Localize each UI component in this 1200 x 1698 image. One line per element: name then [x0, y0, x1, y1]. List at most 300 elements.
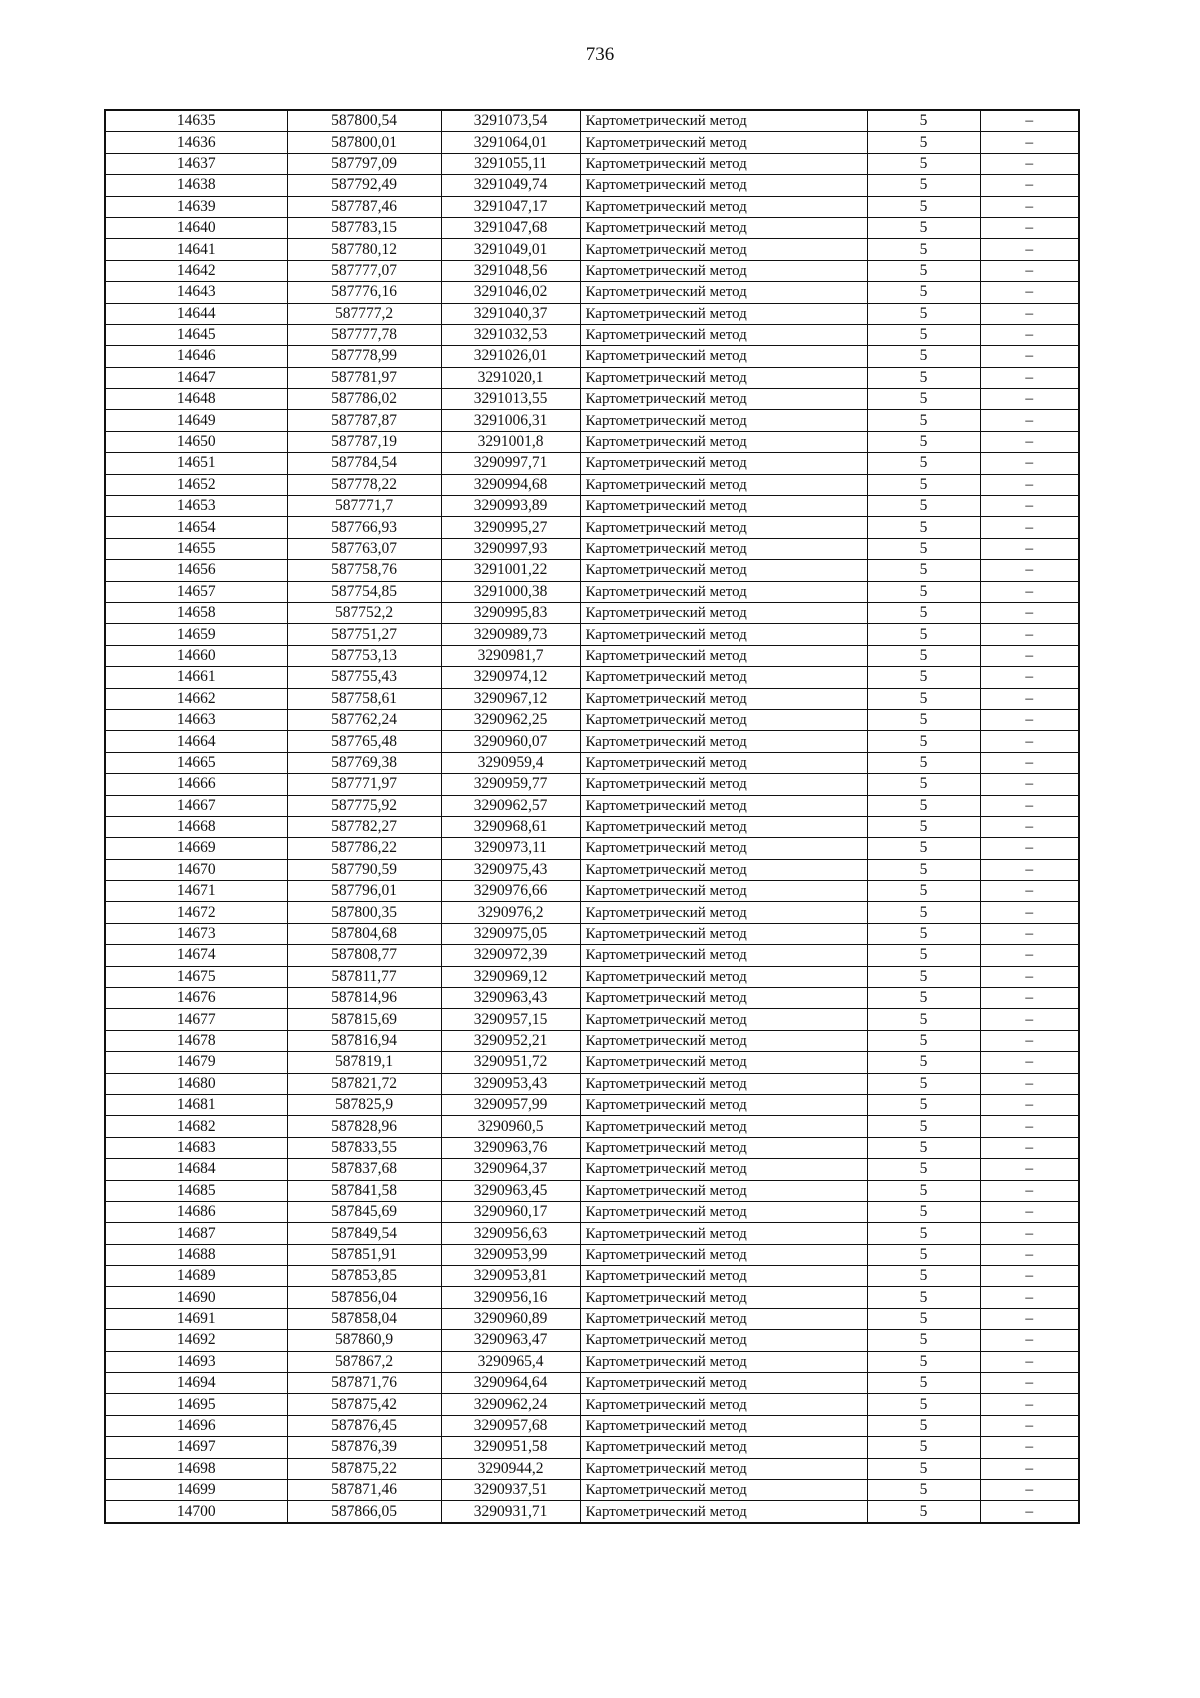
accuracy-cell: 5: [867, 110, 980, 132]
method-cell: Картометрический метод: [580, 774, 867, 795]
x-coordinate-cell: 587783,15: [287, 217, 441, 238]
x-coordinate-cell: 587800,01: [287, 132, 441, 153]
description-cell: –: [980, 367, 1079, 388]
accuracy-cell: 5: [867, 816, 980, 837]
table-row: [105, 560, 1079, 581]
method-cell: Картометрический метод: [580, 1094, 867, 1115]
description-cell: –: [980, 881, 1079, 902]
method-cell: Картометрический метод: [580, 1073, 867, 1094]
x-coordinate-cell: 587777,78: [287, 324, 441, 345]
accuracy-cell: 5: [867, 260, 980, 281]
table-row: [105, 1373, 1079, 1394]
method-cell: Картометрический метод: [580, 346, 867, 367]
x-coordinate-cell: 587781,97: [287, 367, 441, 388]
method-cell: Картометрический метод: [580, 945, 867, 966]
description-cell: –: [980, 474, 1079, 495]
point-number-cell: 14667: [105, 795, 287, 816]
x-coordinate-cell: 587787,46: [287, 196, 441, 217]
point-number-cell: 14644: [105, 303, 287, 324]
table-row: [105, 1137, 1079, 1158]
accuracy-cell: 5: [867, 923, 980, 944]
x-coordinate-cell: 587769,38: [287, 752, 441, 773]
x-coordinate-cell: 587875,22: [287, 1458, 441, 1479]
description-cell: –: [980, 1244, 1079, 1265]
accuracy-cell: 5: [867, 153, 980, 174]
accuracy-cell: 5: [867, 474, 980, 495]
x-coordinate-cell: 587808,77: [287, 945, 441, 966]
x-coordinate-cell: 587782,27: [287, 816, 441, 837]
accuracy-cell: 5: [867, 1223, 980, 1244]
coordinates-table-body: [105, 110, 1079, 1523]
y-coordinate-cell: 3290960,5: [441, 1116, 580, 1137]
x-coordinate-cell: 587754,85: [287, 581, 441, 602]
point-number-cell: 14696: [105, 1415, 287, 1436]
y-coordinate-cell: 3290981,7: [441, 645, 580, 666]
y-coordinate-cell: 3290997,93: [441, 538, 580, 559]
table-row: [105, 1480, 1079, 1501]
description-cell: –: [980, 324, 1079, 345]
point-number-cell: 14662: [105, 688, 287, 709]
description-cell: –: [980, 260, 1079, 281]
x-coordinate-cell: 587776,16: [287, 282, 441, 303]
description-cell: –: [980, 1415, 1079, 1436]
method-cell: Картометрический метод: [580, 1266, 867, 1287]
accuracy-cell: 5: [867, 1159, 980, 1180]
y-coordinate-cell: 3290956,63: [441, 1223, 580, 1244]
table-row: [105, 795, 1079, 816]
description-cell: –: [980, 1052, 1079, 1073]
y-coordinate-cell: 3290963,43: [441, 988, 580, 1009]
point-number-cell: 14666: [105, 774, 287, 795]
table-row: [105, 1180, 1079, 1201]
accuracy-cell: 5: [867, 988, 980, 1009]
accuracy-cell: 5: [867, 175, 980, 196]
method-cell: Картометрический метод: [580, 282, 867, 303]
point-number-cell: 14683: [105, 1137, 287, 1158]
y-coordinate-cell: 3290994,68: [441, 474, 580, 495]
y-coordinate-cell: 3290956,16: [441, 1287, 580, 1308]
accuracy-cell: 5: [867, 945, 980, 966]
y-coordinate-cell: 3291049,74: [441, 175, 580, 196]
y-coordinate-cell: 3290960,07: [441, 731, 580, 752]
point-number-cell: 14658: [105, 602, 287, 623]
description-cell: –: [980, 1116, 1079, 1137]
description-cell: –: [980, 581, 1079, 602]
table-row: [105, 1458, 1079, 1479]
x-coordinate-cell: 587860,9: [287, 1330, 441, 1351]
y-coordinate-cell: 3291000,38: [441, 581, 580, 602]
accuracy-cell: 5: [867, 1394, 980, 1415]
method-cell: Картометрический метод: [580, 410, 867, 431]
y-coordinate-cell: 3290937,51: [441, 1480, 580, 1501]
table-row: [105, 517, 1079, 538]
table-row: [105, 132, 1079, 153]
x-coordinate-cell: 587778,99: [287, 346, 441, 367]
table-row: [105, 1201, 1079, 1222]
method-cell: Картометрический метод: [580, 217, 867, 238]
description-cell: –: [980, 1201, 1079, 1222]
description-cell: –: [980, 110, 1079, 132]
accuracy-cell: 5: [867, 453, 980, 474]
method-cell: Картометрический метод: [580, 1009, 867, 1030]
point-number-cell: 14653: [105, 496, 287, 517]
table-row: [105, 581, 1079, 602]
x-coordinate-cell: 587853,85: [287, 1266, 441, 1287]
accuracy-cell: 5: [867, 1415, 980, 1436]
table-row: [105, 1094, 1079, 1115]
accuracy-cell: 5: [867, 1458, 980, 1479]
description-cell: –: [980, 988, 1079, 1009]
method-cell: Картометрический метод: [580, 1052, 867, 1073]
accuracy-cell: 5: [867, 795, 980, 816]
point-number-cell: 14663: [105, 709, 287, 730]
table-row: [105, 303, 1079, 324]
y-coordinate-cell: 3291073,54: [441, 110, 580, 132]
description-cell: –: [980, 1180, 1079, 1201]
point-number-cell: 14673: [105, 923, 287, 944]
y-coordinate-cell: 3290959,4: [441, 752, 580, 773]
table-row: [105, 1073, 1079, 1094]
y-coordinate-cell: 3290957,15: [441, 1009, 580, 1030]
x-coordinate-cell: 587821,72: [287, 1073, 441, 1094]
point-number-cell: 14655: [105, 538, 287, 559]
table-row: [105, 859, 1079, 880]
description-cell: –: [980, 1351, 1079, 1372]
point-number-cell: 14650: [105, 431, 287, 452]
table-row: [105, 175, 1079, 196]
method-cell: Картометрический метод: [580, 902, 867, 923]
table-row: [105, 1330, 1079, 1351]
method-cell: Картометрический метод: [580, 1394, 867, 1415]
method-cell: Картометрический метод: [580, 752, 867, 773]
description-cell: –: [980, 153, 1079, 174]
method-cell: Картометрический метод: [580, 560, 867, 581]
accuracy-cell: 5: [867, 709, 980, 730]
table-row: [105, 752, 1079, 773]
x-coordinate-cell: 587845,69: [287, 1201, 441, 1222]
table-row: [105, 1266, 1079, 1287]
x-coordinate-cell: 587867,2: [287, 1351, 441, 1372]
y-coordinate-cell: 3290964,64: [441, 1373, 580, 1394]
method-cell: Картометрический метод: [580, 1415, 867, 1436]
table-row: [105, 538, 1079, 559]
table-row: [105, 667, 1079, 688]
accuracy-cell: 5: [867, 410, 980, 431]
description-cell: –: [980, 1373, 1079, 1394]
x-coordinate-cell: 587758,76: [287, 560, 441, 581]
description-cell: –: [980, 923, 1079, 944]
y-coordinate-cell: 3290993,89: [441, 496, 580, 517]
point-number-cell: 14674: [105, 945, 287, 966]
x-coordinate-cell: 587814,96: [287, 988, 441, 1009]
y-coordinate-cell: 3290963,45: [441, 1180, 580, 1201]
point-number-cell: 14659: [105, 624, 287, 645]
table-row: [105, 324, 1079, 345]
description-cell: –: [980, 709, 1079, 730]
y-coordinate-cell: 3290960,17: [441, 1201, 580, 1222]
description-cell: –: [980, 966, 1079, 987]
y-coordinate-cell: 3291040,37: [441, 303, 580, 324]
x-coordinate-cell: 587790,59: [287, 859, 441, 880]
description-cell: –: [980, 731, 1079, 752]
x-coordinate-cell: 587758,61: [287, 688, 441, 709]
description-cell: –: [980, 1030, 1079, 1051]
method-cell: Картометрический метод: [580, 431, 867, 452]
y-coordinate-cell: 3290969,12: [441, 966, 580, 987]
accuracy-cell: 5: [867, 1116, 980, 1137]
point-number-cell: 14699: [105, 1480, 287, 1501]
table-row: [105, 881, 1079, 902]
x-coordinate-cell: 587851,91: [287, 1244, 441, 1265]
y-coordinate-cell: 3290989,73: [441, 624, 580, 645]
point-number-cell: 14694: [105, 1373, 287, 1394]
y-coordinate-cell: 3291049,01: [441, 239, 580, 260]
table-row: [105, 1052, 1079, 1073]
table-row: [105, 774, 1079, 795]
description-cell: –: [980, 1266, 1079, 1287]
y-coordinate-cell: 3290975,43: [441, 859, 580, 880]
table-row: [105, 645, 1079, 666]
x-coordinate-cell: 587828,96: [287, 1116, 441, 1137]
accuracy-cell: 5: [867, 1351, 980, 1372]
table-row: [105, 389, 1079, 410]
point-number-cell: 14652: [105, 474, 287, 495]
point-number-cell: 14695: [105, 1394, 287, 1415]
y-coordinate-cell: 3290953,99: [441, 1244, 580, 1265]
y-coordinate-cell: 3290931,71: [441, 1501, 580, 1523]
accuracy-cell: 5: [867, 132, 980, 153]
x-coordinate-cell: 587811,77: [287, 966, 441, 987]
x-coordinate-cell: 587752,2: [287, 602, 441, 623]
x-coordinate-cell: 587792,49: [287, 175, 441, 196]
point-number-cell: 14690: [105, 1287, 287, 1308]
point-number-cell: 14698: [105, 1458, 287, 1479]
accuracy-cell: 5: [867, 1180, 980, 1201]
y-coordinate-cell: 3290967,12: [441, 688, 580, 709]
method-cell: Картометрический метод: [580, 1180, 867, 1201]
accuracy-cell: 5: [867, 538, 980, 559]
point-number-cell: 14654: [105, 517, 287, 538]
description-cell: –: [980, 624, 1079, 645]
table-row: [105, 496, 1079, 517]
x-coordinate-cell: 587875,42: [287, 1394, 441, 1415]
y-coordinate-cell: 3291013,55: [441, 389, 580, 410]
accuracy-cell: 5: [867, 346, 980, 367]
method-cell: Картометрический метод: [580, 667, 867, 688]
table-row: [105, 816, 1079, 837]
x-coordinate-cell: 587800,54: [287, 110, 441, 132]
point-number-cell: 14680: [105, 1073, 287, 1094]
method-cell: Картометрический метод: [580, 132, 867, 153]
description-cell: –: [980, 1073, 1079, 1094]
table-row: [105, 688, 1079, 709]
description-cell: –: [980, 795, 1079, 816]
x-coordinate-cell: 587849,54: [287, 1223, 441, 1244]
y-coordinate-cell: 3291048,56: [441, 260, 580, 281]
description-cell: –: [980, 1009, 1079, 1030]
x-coordinate-cell: 587825,9: [287, 1094, 441, 1115]
table-row: [105, 153, 1079, 174]
point-number-cell: 14641: [105, 239, 287, 260]
method-cell: Картометрический метод: [580, 688, 867, 709]
y-coordinate-cell: 3290995,83: [441, 602, 580, 623]
method-cell: Картометрический метод: [580, 923, 867, 944]
method-cell: Картометрический метод: [580, 1501, 867, 1523]
accuracy-cell: 5: [867, 581, 980, 602]
accuracy-cell: 5: [867, 602, 980, 623]
accuracy-cell: 5: [867, 431, 980, 452]
y-coordinate-cell: 3291032,53: [441, 324, 580, 345]
x-coordinate-cell: 587819,1: [287, 1052, 441, 1073]
accuracy-cell: 5: [867, 239, 980, 260]
y-coordinate-cell: 3290959,77: [441, 774, 580, 795]
table-row: [105, 945, 1079, 966]
accuracy-cell: 5: [867, 902, 980, 923]
description-cell: –: [980, 410, 1079, 431]
accuracy-cell: 5: [867, 1501, 980, 1523]
description-cell: –: [980, 945, 1079, 966]
accuracy-cell: 5: [867, 196, 980, 217]
table-row: [105, 1501, 1079, 1523]
point-number-cell: 14682: [105, 1116, 287, 1137]
x-coordinate-cell: 587780,12: [287, 239, 441, 260]
table-row: [105, 1159, 1079, 1180]
x-coordinate-cell: 587856,04: [287, 1287, 441, 1308]
x-coordinate-cell: 587796,01: [287, 881, 441, 902]
method-cell: Картометрический метод: [580, 988, 867, 1009]
y-coordinate-cell: 3291026,01: [441, 346, 580, 367]
method-cell: Картометрический метод: [580, 795, 867, 816]
method-cell: Картометрический метод: [580, 1030, 867, 1051]
x-coordinate-cell: 587763,07: [287, 538, 441, 559]
method-cell: Картометрический метод: [580, 303, 867, 324]
x-coordinate-cell: 587777,2: [287, 303, 441, 324]
method-cell: Картометрический метод: [580, 1437, 867, 1458]
point-number-cell: 14688: [105, 1244, 287, 1265]
accuracy-cell: 5: [867, 303, 980, 324]
y-coordinate-cell: 3290963,47: [441, 1330, 580, 1351]
x-coordinate-cell: 587871,46: [287, 1480, 441, 1501]
method-cell: Картометрический метод: [580, 1116, 867, 1137]
y-coordinate-cell: 3290995,27: [441, 517, 580, 538]
table-row: [105, 431, 1079, 452]
y-coordinate-cell: 3290957,99: [441, 1094, 580, 1115]
method-cell: Картометрический метод: [580, 709, 867, 730]
accuracy-cell: 5: [867, 881, 980, 902]
x-coordinate-cell: 587775,92: [287, 795, 441, 816]
accuracy-cell: 5: [867, 774, 980, 795]
point-number-cell: 14677: [105, 1009, 287, 1030]
method-cell: Картометрический метод: [580, 239, 867, 260]
table-row: [105, 196, 1079, 217]
x-coordinate-cell: 587751,27: [287, 624, 441, 645]
y-coordinate-cell: 3290960,89: [441, 1308, 580, 1329]
y-coordinate-cell: 3290951,72: [441, 1052, 580, 1073]
accuracy-cell: 5: [867, 560, 980, 581]
y-coordinate-cell: 3291047,17: [441, 196, 580, 217]
table-row: [105, 260, 1079, 281]
x-coordinate-cell: 587797,09: [287, 153, 441, 174]
x-coordinate-cell: 587786,02: [287, 389, 441, 410]
coordinates-table: [104, 109, 1080, 1524]
y-coordinate-cell: 3290963,76: [441, 1137, 580, 1158]
x-coordinate-cell: 587800,35: [287, 902, 441, 923]
description-cell: –: [980, 816, 1079, 837]
point-number-cell: 14686: [105, 1201, 287, 1222]
table-row: [105, 923, 1079, 944]
y-coordinate-cell: 3291047,68: [441, 217, 580, 238]
y-coordinate-cell: 3290968,61: [441, 816, 580, 837]
point-number-cell: 14675: [105, 966, 287, 987]
x-coordinate-cell: 587786,22: [287, 838, 441, 859]
table-row: [105, 902, 1079, 923]
table-row: [105, 346, 1079, 367]
description-cell: –: [980, 132, 1079, 153]
accuracy-cell: 5: [867, 624, 980, 645]
point-number-cell: 14647: [105, 367, 287, 388]
description-cell: –: [980, 688, 1079, 709]
x-coordinate-cell: 587771,7: [287, 496, 441, 517]
point-number-cell: 14689: [105, 1266, 287, 1287]
point-number-cell: 14678: [105, 1030, 287, 1051]
description-cell: –: [980, 1159, 1079, 1180]
y-coordinate-cell: 3290957,68: [441, 1415, 580, 1436]
y-coordinate-cell: 3290951,58: [441, 1437, 580, 1458]
point-number-cell: 14637: [105, 153, 287, 174]
point-number-cell: 14670: [105, 859, 287, 880]
description-cell: –: [980, 453, 1079, 474]
method-cell: Картометрический метод: [580, 389, 867, 410]
point-number-cell: 14645: [105, 324, 287, 345]
point-number-cell: 14649: [105, 410, 287, 431]
table-row: [105, 838, 1079, 859]
method-cell: Картометрический метод: [580, 153, 867, 174]
x-coordinate-cell: 587816,94: [287, 1030, 441, 1051]
method-cell: Картометрический метод: [580, 624, 867, 645]
x-coordinate-cell: 587778,22: [287, 474, 441, 495]
point-number-cell: 14656: [105, 560, 287, 581]
y-coordinate-cell: 3290964,37: [441, 1159, 580, 1180]
point-number-cell: 14636: [105, 132, 287, 153]
description-cell: –: [980, 752, 1079, 773]
page-number: 736: [585, 44, 615, 65]
x-coordinate-cell: 587762,24: [287, 709, 441, 730]
method-cell: Картометрический метод: [580, 1287, 867, 1308]
description-cell: –: [980, 1308, 1079, 1329]
point-number-cell: 14692: [105, 1330, 287, 1351]
method-cell: Картометрический метод: [580, 881, 867, 902]
y-coordinate-cell: 3290953,81: [441, 1266, 580, 1287]
method-cell: Картометрический метод: [580, 1480, 867, 1501]
method-cell: Картометрический метод: [580, 324, 867, 345]
point-number-cell: 14651: [105, 453, 287, 474]
method-cell: Картометрический метод: [580, 1308, 867, 1329]
x-coordinate-cell: 587765,48: [287, 731, 441, 752]
table-row: [105, 453, 1079, 474]
point-number-cell: 14664: [105, 731, 287, 752]
y-coordinate-cell: 3291064,01: [441, 132, 580, 153]
description-cell: –: [980, 175, 1079, 196]
table-row: [105, 282, 1079, 303]
table-row: [105, 624, 1079, 645]
description-cell: –: [980, 431, 1079, 452]
method-cell: Картометрический метод: [580, 731, 867, 752]
description-cell: –: [980, 239, 1079, 260]
accuracy-cell: 5: [867, 1373, 980, 1394]
description-cell: –: [980, 602, 1079, 623]
table-row: [105, 1287, 1079, 1308]
description-cell: –: [980, 196, 1079, 217]
